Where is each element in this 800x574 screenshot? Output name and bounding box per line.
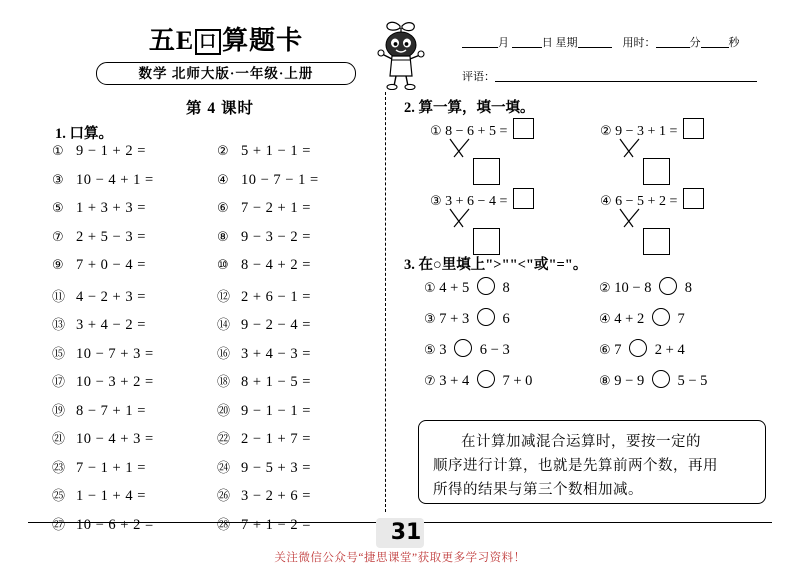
problem-number: ㉓ (52, 460, 66, 476)
fill-text: 6 − 5 + 2 = (615, 194, 678, 209)
problem-text: 10 − 6 + 2 = (76, 516, 154, 533)
problem-number: ⑤ (52, 201, 65, 216)
title-block (96, 26, 356, 85)
problem-text: 10 − 3 + 2 = (76, 374, 154, 390)
day-blank[interactable] (512, 35, 542, 48)
compare-item (599, 308, 774, 328)
vertical-divider (385, 92, 386, 512)
compare-number: ④ (599, 312, 611, 327)
step-arrow-icon (618, 138, 642, 160)
mascot-illustration (370, 18, 432, 90)
fill-number: ① (430, 124, 442, 139)
problem-item (217, 457, 382, 477)
problem-item (217, 286, 382, 306)
answer-box[interactable] (513, 188, 534, 209)
problem-text: 2 − 1 + 7 = (241, 431, 311, 447)
problem-text: 5 + 1 − 1 = (241, 143, 311, 159)
compare-number: ⑤ (424, 343, 436, 358)
fill-item (430, 118, 534, 140)
problem-number: ㉑ (52, 432, 66, 447)
compare-item (424, 370, 599, 390)
problem-item (52, 229, 217, 246)
problem-row (52, 457, 382, 486)
problem-row (52, 400, 382, 429)
fill-row (430, 188, 770, 258)
problem-item (52, 428, 217, 448)
day-label: 日 (541, 37, 553, 49)
compare-left: 3 (439, 342, 447, 358)
problem-text: 7 + 0 − 4 = (76, 257, 146, 273)
problem-row (52, 172, 382, 201)
compare-left: 7 (614, 342, 622, 358)
main-title (96, 26, 356, 56)
problem-text: 3 + 4 − 2 = (76, 317, 146, 333)
problem-number: ② (217, 144, 230, 159)
problem-text: 3 − 2 + 6 = (241, 488, 311, 504)
problem-item (52, 257, 217, 274)
oral-problem-list (52, 143, 382, 542)
problem-text: 9 − 1 + 2 = (76, 143, 146, 159)
fill-text: 9 − 3 + 1 = (615, 124, 678, 139)
problem-text: 10 − 4 + 1 = (76, 171, 154, 188)
problem-number: ⑦ (52, 229, 65, 245)
main-title-e: E (175, 26, 195, 55)
minutes-unit: 分 (689, 37, 701, 49)
section-3-title: 3. 在○里填上">""<"或"="。 (404, 257, 588, 273)
compare-circle[interactable] (477, 308, 495, 326)
main-title-suffix: 算题卡 (222, 26, 304, 55)
problem-text: 8 − 4 + 2 = (241, 257, 311, 273)
fill-row (430, 118, 770, 188)
problem-number: ⑬ (52, 318, 66, 333)
header-fields (462, 34, 782, 84)
compare-circle[interactable] (652, 308, 670, 326)
date-time-row (462, 34, 782, 52)
weekday-label: 星期 (555, 37, 578, 49)
problem-text: 7 − 2 + 1 = (241, 200, 311, 216)
compare-right: 8 (502, 280, 510, 296)
fill-item (430, 188, 534, 210)
compare-left: 4 + 2 (614, 311, 645, 327)
problem-row (52, 485, 382, 514)
compare-number: ⑦ (424, 374, 436, 389)
comment-blank[interactable] (495, 69, 757, 82)
compare-right: 5 − 5 (677, 373, 708, 389)
problem-number: ㉕ (52, 489, 66, 504)
page-number: 31 (390, 520, 422, 545)
problem-item (52, 457, 217, 477)
problem-row (52, 257, 382, 286)
problem-text: 9 − 5 + 3 = (241, 459, 311, 476)
step-arrow-icon (448, 208, 472, 230)
problem-text: 8 + 1 − 5 = (241, 374, 311, 390)
answer-box[interactable] (683, 188, 704, 209)
problem-item (52, 400, 217, 420)
intermediate-box[interactable] (643, 228, 670, 255)
compare-right: 6 (502, 311, 510, 327)
compare-number: ⑥ (599, 343, 611, 358)
fill-number: ② (600, 124, 612, 139)
compare-item (424, 339, 599, 359)
problem-text: 1 − 1 + 4 = (76, 488, 146, 504)
problem-number: ⑭ (217, 318, 231, 333)
fill-item (600, 188, 704, 210)
compare-circle[interactable] (477, 370, 495, 388)
problem-text: 8 − 7 + 1 = (76, 402, 146, 419)
problem-item (52, 200, 217, 217)
answer-box[interactable] (513, 118, 534, 139)
compare-item (599, 339, 774, 359)
problem-text: 9 − 1 − 1 = (241, 402, 311, 419)
month-blank[interactable] (462, 35, 498, 48)
compare-circle[interactable] (659, 277, 677, 295)
problem-text: 10 − 7 + 3 = (76, 345, 154, 362)
compare-circle[interactable] (477, 277, 495, 295)
problem-item (52, 286, 217, 306)
compare-item (599, 370, 774, 390)
subject-bar: 数学 北师大版·一年级·上册 (96, 62, 356, 85)
main-title-box-char: 口 (195, 29, 221, 55)
comment-row (462, 68, 782, 84)
problem-item (217, 485, 382, 505)
problem-row (52, 286, 382, 315)
compare-right: 8 (684, 280, 692, 296)
problem-row (52, 343, 382, 372)
comment-label: 评语： (462, 71, 495, 83)
problem-text: 10 − 7 − 1 = (241, 171, 319, 188)
problem-number: ⑰ (52, 375, 66, 390)
problem-number: ⑫ (217, 289, 231, 305)
problem-item (217, 343, 382, 363)
tip-line-1: 在计算加减混合运算时，要按一定的 (461, 434, 701, 450)
problem-item (217, 229, 382, 246)
intermediate-box[interactable] (473, 158, 500, 185)
fill-item (600, 118, 704, 140)
problem-item (217, 172, 382, 189)
problem-number: ㉖ (217, 489, 231, 504)
problem-number: ⑩ (217, 258, 230, 273)
problem-item (217, 143, 382, 160)
fill-text: 8 − 6 + 5 = (445, 124, 508, 139)
problem-item (52, 514, 217, 534)
problem-item (217, 257, 382, 274)
tip-box (418, 420, 766, 504)
problem-text: 9 − 3 − 2 = (241, 228, 311, 245)
problem-number: ⑧ (217, 229, 230, 245)
compare-row (424, 339, 774, 370)
compare-number: ① (424, 281, 436, 296)
problem-item (52, 143, 217, 160)
problem-number: ⑥ (217, 201, 230, 216)
compare-item (424, 308, 599, 328)
problem-number: ⑱ (217, 375, 231, 390)
problem-number: ⑪ (52, 289, 66, 305)
problem-item (52, 371, 217, 391)
tip-line-3: 所得的结果与第三个数相加减。 (433, 482, 643, 498)
compare-row (424, 277, 774, 308)
section-1-title: 1. 口算。 (55, 126, 113, 142)
compare-right: 7 (677, 311, 685, 327)
lesson-title: 第 4 课时 (185, 100, 254, 117)
problem-text: 3 + 4 − 3 = (241, 345, 311, 362)
problem-number: ㉘ (217, 517, 231, 533)
problem-number: ① (52, 144, 65, 159)
problem-row (52, 371, 382, 400)
problem-row (52, 428, 382, 457)
problem-text: 10 − 4 + 3 = (76, 431, 154, 447)
problem-number: ㉔ (217, 460, 231, 476)
section-2-title: 2. 算一算，填一填。 (404, 100, 535, 116)
problem-text: 9 − 2 − 4 = (241, 317, 311, 333)
intermediate-box[interactable] (643, 158, 670, 185)
compare-number: ⑧ (599, 374, 611, 389)
tip-line-2: 顺序进行计算，也就是先算前两个数，再用 (433, 458, 718, 474)
problem-item (52, 172, 217, 189)
main-title-prefix: 五 (148, 26, 176, 55)
problem-text: 7 − 1 + 1 = (76, 459, 146, 476)
compare-circle[interactable] (629, 339, 647, 357)
problem-row (52, 200, 382, 229)
compare-row (424, 370, 774, 401)
compare-item (424, 277, 599, 297)
fill-text: 3 + 6 − 4 = (445, 194, 508, 209)
compare-left: 9 − 9 (614, 373, 645, 389)
problem-text: 1 + 3 + 3 = (76, 200, 146, 216)
problem-row (52, 229, 382, 258)
problem-text: 2 + 6 − 1 = (241, 288, 311, 305)
answer-box[interactable] (683, 118, 704, 139)
problem-number: ⑲ (52, 403, 66, 419)
fill-number: ④ (600, 194, 612, 209)
step-arrow-icon (448, 138, 472, 160)
problem-item (217, 314, 382, 334)
weekday-blank[interactable] (578, 35, 612, 48)
compare-left: 3 + 4 (439, 373, 470, 389)
compare-left: 7 + 3 (439, 311, 470, 327)
problem-item (52, 485, 217, 505)
compare-number: ② (599, 281, 611, 296)
compare-left: 4 + 5 (439, 280, 470, 296)
compare-row (424, 308, 774, 339)
problem-number: ③ (52, 172, 65, 188)
minutes-blank[interactable] (656, 35, 690, 48)
compare-circle[interactable] (454, 339, 472, 357)
problem-item (217, 428, 382, 448)
seconds-unit: 秒 (728, 37, 740, 49)
compare-left: 10 − 8 (614, 280, 652, 296)
problem-number: ㉗ (52, 517, 66, 533)
problem-row (52, 514, 382, 543)
problem-number: ㉒ (217, 432, 231, 447)
compare-right: 2 + 4 (654, 342, 685, 358)
problem-row (52, 143, 382, 172)
seconds-blank[interactable] (701, 35, 729, 48)
problem-item (217, 400, 382, 420)
problem-number: ⑨ (52, 258, 65, 273)
problem-text: 4 − 2 + 3 = (76, 288, 146, 305)
step-arrow-icon (618, 208, 642, 230)
problem-number: ⑯ (217, 346, 231, 362)
compare-problem-list (424, 277, 774, 401)
fill-number: ③ (430, 194, 442, 209)
problem-item (52, 314, 217, 334)
problem-number: ⑮ (52, 346, 66, 362)
fill-problem-group (430, 118, 770, 258)
problem-item (52, 343, 217, 363)
problem-item (217, 200, 382, 217)
compare-right: 6 − 3 (479, 342, 510, 358)
intermediate-box[interactable] (473, 228, 500, 255)
problem-number: ④ (217, 172, 230, 188)
time-label: 用时： (622, 37, 656, 49)
problem-text: 7 + 1 − 2 = (241, 516, 311, 533)
compare-number: ③ (424, 312, 436, 327)
compare-circle[interactable] (652, 370, 670, 388)
month-label: 月 (498, 37, 509, 49)
compare-right: 7 + 0 (502, 373, 533, 389)
problem-number: ⑳ (217, 403, 231, 419)
problem-item (217, 371, 382, 391)
compare-item (599, 277, 774, 297)
problem-row (52, 314, 382, 343)
problem-text: 2 + 5 − 3 = (76, 228, 146, 245)
problem-item (217, 514, 382, 534)
footer-note: 关注微信公众号“捷思课堂”获取更多学习资料！ (274, 552, 526, 564)
